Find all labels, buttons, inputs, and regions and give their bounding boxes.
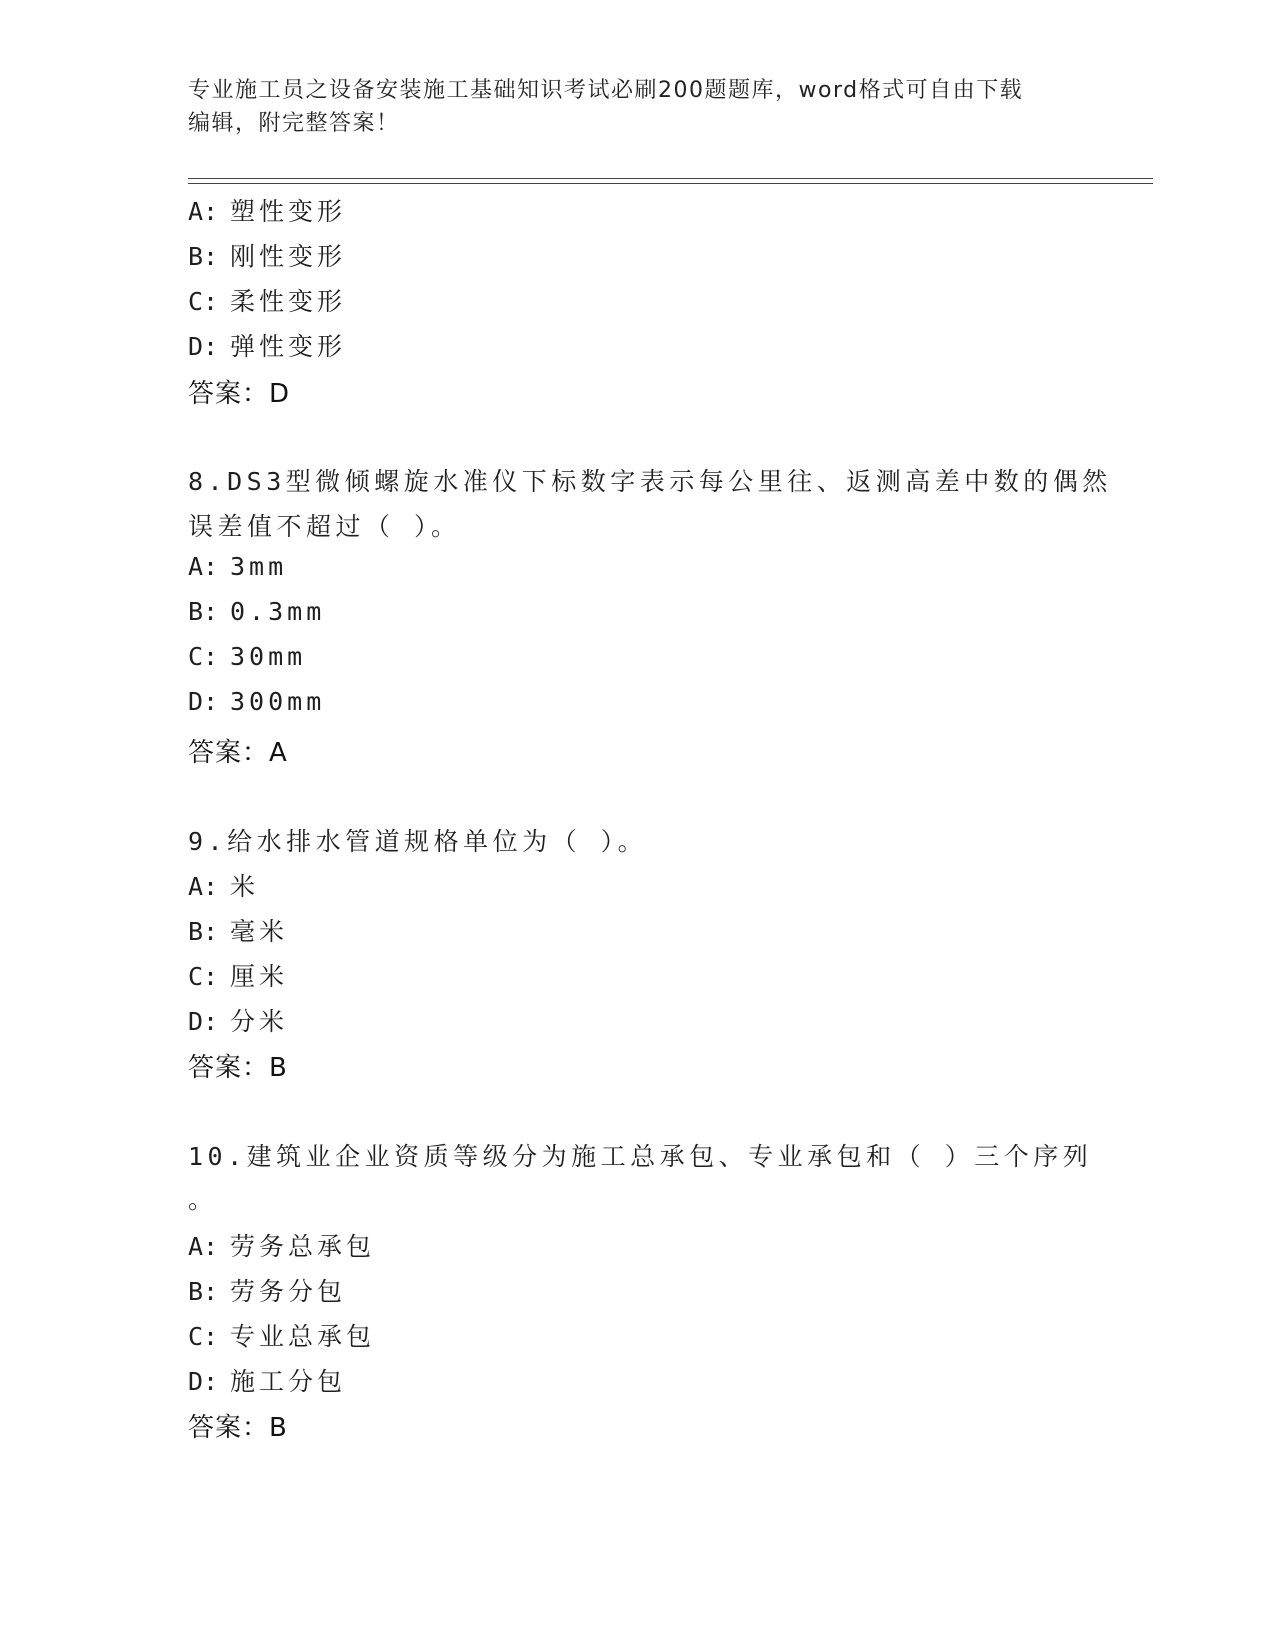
option-key: B: [188,917,219,946]
option-text: 毫米 [230,917,289,946]
option-key: C: [188,962,219,991]
answer-line: 答案：A [188,738,288,768]
option-c [188,957,288,993]
option-text: 30mm [230,642,307,671]
option-key: D: [188,1367,219,1396]
option-text: 劳务总承包 [230,1232,376,1261]
header-title-line-1: 专业施工员之设备安装施工基础知识考试必刷200题题库，word格式可自由下载 [188,78,1024,103]
answer-line: 答案：B [188,1053,288,1083]
question-8-line-1: 8.DS3型微倾螺旋水准仪下标数字表示每公里往、返测高差中数的偶然 [188,467,1112,496]
option-key: C: [188,642,219,671]
option-a [188,867,259,903]
option-text: 厘米 [230,962,289,991]
question-9-line-1: 9.给水排水管道规格单位为（ ）。 [188,827,648,856]
option-key: D: [188,332,219,361]
option-key: A: [188,197,219,226]
option-text: 塑性变形 [230,197,347,226]
option-b [188,1272,346,1308]
option-key: B: [188,597,219,626]
option-a [188,1227,375,1263]
option-c [188,642,306,671]
option-d [188,1002,288,1038]
option-b [188,597,325,626]
option-key: C: [188,287,219,316]
option-key: A: [188,1232,219,1261]
option-text: 分米 [230,1007,289,1036]
option-text: 弹性变形 [230,332,347,361]
question-10-line-2: 。 [188,1185,218,1214]
option-text: 施工分包 [230,1367,347,1396]
option-key: A: [188,552,219,581]
option-text: 专业总承包 [230,1322,376,1351]
question-8-line-2: 误差值不超过（ ）。 [188,512,461,541]
question-10-line-1: 10.建筑业企业资质等级分为施工总承包、专业承包和（ ）三个序列 [188,1142,1093,1171]
option-c [188,282,346,318]
option-d [188,1362,346,1398]
answer-line: 答案：D [188,379,291,409]
header-title-line-2: 编辑，附完整答案！ [188,111,400,136]
option-key: D: [188,1007,219,1036]
option-key: C: [188,1322,219,1351]
option-c [188,1317,375,1353]
option-text: 刚性变形 [230,242,347,271]
option-key: B: [188,242,219,271]
header-divider-bottom [188,183,1153,184]
option-b [188,237,346,273]
option-b [188,912,288,948]
header-divider-top [188,178,1153,179]
option-key: A: [188,872,219,901]
option-text: 0.3mm [230,597,326,626]
option-text: 柔性变形 [230,287,347,316]
option-text: 3mm [230,552,288,581]
answer-line: 答案：B [188,1413,288,1443]
option-text: 米 [230,872,260,901]
document-header [188,74,1068,140]
option-key: B: [188,1277,219,1306]
option-d [188,327,346,363]
option-text: 300mm [230,687,326,716]
option-key: D: [188,687,219,716]
option-d [188,687,325,716]
option-text: 劳务分包 [230,1277,347,1306]
option-a [188,552,287,581]
option-a [188,192,346,228]
